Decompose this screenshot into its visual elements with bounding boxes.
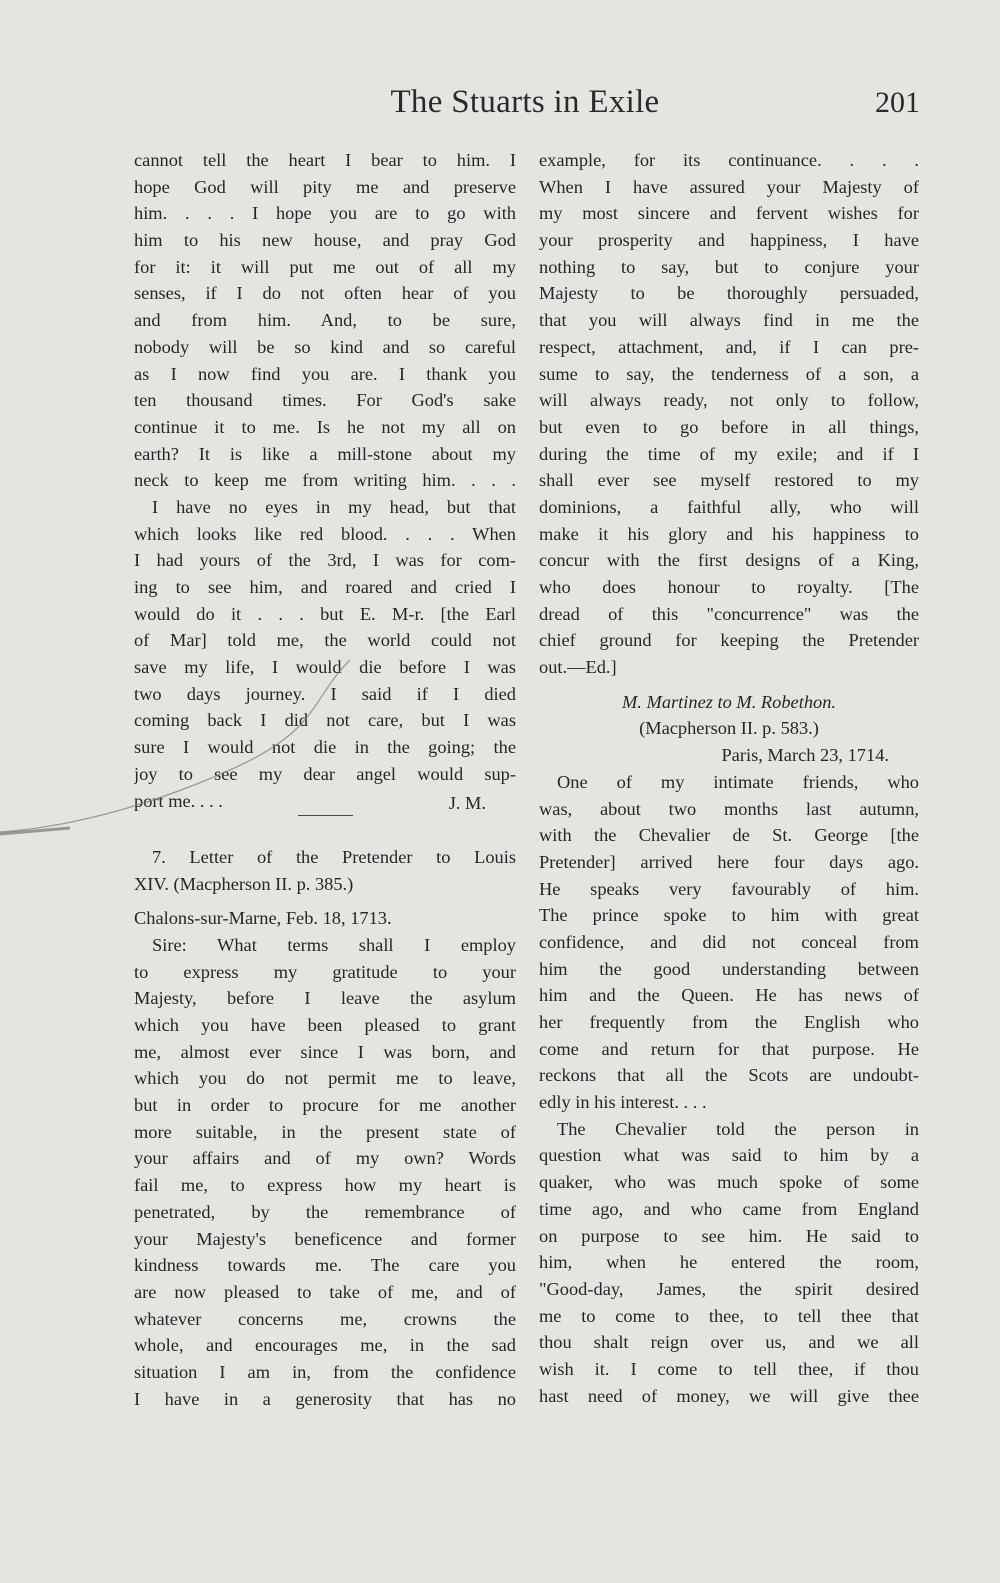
text-line: chief ground for keeping the Pretender <box>539 630 919 651</box>
text-line: sume to say, the tenderness of a son, a <box>539 363 919 384</box>
text-line: for it: it will put me out of all my <box>134 256 516 277</box>
spacer <box>134 897 516 905</box>
text-line: confidence, and did not conceal from <box>539 931 919 952</box>
text-line: When I have assured your Majesty of <box>539 176 919 197</box>
text-line: senses, if I do not often hear of you <box>134 283 516 304</box>
text-line: Sire: What terms shall I employ <box>152 934 516 955</box>
text-line: was, about two months last autumn, <box>539 798 919 819</box>
text-line: who does honour to royalty. [The <box>539 577 919 597</box>
text-line: your affairs and of my own? Words <box>134 1148 516 1169</box>
section-heading <box>134 844 516 897</box>
text-line: to express my gratitude to your <box>134 961 516 982</box>
text-line: I had yours of the 3rd, I was for com- <box>134 550 516 571</box>
text-line: port me. . . . <box>134 790 223 811</box>
text-line: dominions, a faithful ally, who will <box>539 496 919 517</box>
text-line: neck to keep me from writing him. . . . <box>134 470 516 491</box>
letter-paragraph <box>539 1116 919 1410</box>
text-line: hast need of money, we will give thee <box>539 1385 919 1406</box>
text-line: respect, attachment, and, if I can pre- <box>539 336 919 357</box>
text-line: two days journey. I said if I died <box>134 683 516 704</box>
left-column <box>134 147 516 1412</box>
text-line: situation I am in, from the confidence <box>134 1361 516 1382</box>
text-line: him and the Queen. He has news of <box>539 985 919 1006</box>
text-line: which you have been pleased to grant <box>134 1015 516 1035</box>
text-line: on purpose to see him. He said to <box>539 1225 919 1246</box>
text-line: with the Chevalier de St. George [the <box>539 825 919 846</box>
text-line: The prince spoke to him with great <box>539 905 919 926</box>
text-line: edly in his interest. . . . <box>539 1092 707 1113</box>
text-line: example, for its continuance. . . . <box>539 150 919 170</box>
text-line: whatever concerns me, crowns the <box>134 1308 516 1329</box>
dateline: Chalons-sur-Marne, Feb. 18, 1713. <box>134 908 392 929</box>
text-line: kindness towards me. The care you <box>134 1255 516 1276</box>
letter-paragraph <box>539 769 919 1116</box>
letter-continuation <box>539 147 919 681</box>
text-line: ten thousand times. For God's sake <box>134 390 516 411</box>
text-line: cannot tell the heart I bear to him. I <box>134 150 516 170</box>
text-line: but in order to procure for me another <box>134 1095 516 1116</box>
text-line: Majesty, before I leave the asylum <box>134 988 516 1009</box>
text-line: I have no eyes in my head, but that <box>152 496 516 517</box>
text-line: him. . . . I hope you are to go with <box>134 203 516 224</box>
letter-paragraph <box>134 494 516 814</box>
text-line: would do it . . . but E. M-r. [the Earl <box>134 603 516 624</box>
text-line: He speaks very favourably of him. <box>539 878 919 899</box>
text-line: me to come to thee, to tell thee that <box>539 1305 919 1326</box>
text-line: nobody will be so kind and so careful <box>134 336 516 357</box>
text-line: which you do not permit me to leave, <box>134 1068 516 1089</box>
letter-body <box>134 932 516 1412</box>
text-line: will always ready, not only to follow, <box>539 390 919 411</box>
running-title: The Stuarts in Exile <box>390 84 660 120</box>
text-line: your prosperity and happiness, I have <box>539 230 919 251</box>
text-line: One of my intimate friends, who <box>557 771 919 792</box>
text-line: ing to see him, and roared and cried I <box>134 577 516 597</box>
text-line: wish it. I come to tell thee, if thou <box>539 1358 919 1379</box>
text-line: my most sincere and fervent wishes for <box>539 203 919 224</box>
text-line: him the good understanding between <box>539 958 919 979</box>
text-line: which looks like red blood. . . . When <box>134 523 516 544</box>
text-line: me, almost ever since I was born, and <box>134 1041 516 1062</box>
text-line: and from him. And, to be sure, <box>134 310 516 331</box>
letter-continuation <box>134 147 516 494</box>
text-line: shall ever see myself restored to my <box>539 470 919 491</box>
heading-line: 7. Letter of the Pretender to Louis <box>152 846 516 867</box>
text-line: nothing to say, but to conjure your <box>539 256 919 277</box>
text-line: Majesty to be thoroughly persuaded, <box>539 283 919 304</box>
text-line: coming back I did not care, but I was <box>134 710 516 731</box>
text-line: hope God will pity me and preserve <box>134 176 516 197</box>
text-line: continue it to me. Is he not my all on <box>134 416 516 437</box>
text-line: him, when he entered the room, <box>539 1252 919 1273</box>
text-line: penetrated, by the remembrance of <box>134 1201 516 1222</box>
page-number: 201 <box>875 86 920 119</box>
text-line: joy to see my dear angel would sup- <box>134 763 516 784</box>
text-line: but even to go before in all things, <box>539 416 919 437</box>
text-line: come and return for that purpose. He <box>539 1038 919 1059</box>
letter-heading: M. Martinez to M. Robethon. <box>621 691 836 712</box>
text-line: reckons that all the Scots are undoubt- <box>539 1065 919 1086</box>
text-line: The Chevalier told the person in <box>557 1118 919 1139</box>
section-divider <box>298 815 353 816</box>
text-line: sure I would not die in the going; the <box>134 737 516 758</box>
text-line: whole, and encourages me, in the sad <box>134 1335 516 1356</box>
text-line: Pretender] arrived here four days ago. <box>539 851 919 872</box>
text-line: quaker, who was much spoke of some <box>539 1172 919 1193</box>
text-line: during the time of my exile; and if I <box>539 443 919 464</box>
text-line: thou shalt reign over us, and we all <box>539 1332 919 1353</box>
text-line: concur with the first designs of a King, <box>539 550 919 571</box>
text-line: of Mar] told me, the world could not <box>134 630 516 651</box>
spacer <box>539 681 919 689</box>
spacer <box>134 830 516 844</box>
text-line: question what was said to him by a <box>539 1145 919 1166</box>
text-line: your Majesty's beneficence and former <box>134 1228 516 1249</box>
text-line: more suitable, in the present state of <box>134 1121 516 1142</box>
text-line: as I now find you are. I thank you <box>134 363 516 384</box>
text-line: dread of this "concurrence" was the <box>539 603 919 624</box>
text-line: out.—Ed.] <box>539 657 617 678</box>
text-line: time ago, and who came from England <box>539 1198 919 1219</box>
letter-source: (Macpherson II. p. 583.) <box>639 718 819 739</box>
text-line: earth? It is like a mill-stone about my <box>134 443 516 464</box>
letter-dateline: Paris, March 23, 1714. <box>721 745 889 766</box>
right-column <box>539 147 919 1409</box>
text-line: fail me, to express how my heart is <box>134 1175 516 1196</box>
text-line: save my life, I would die before I was <box>134 657 516 678</box>
text-line: "Good-day, James, the spirit desired <box>539 1278 919 1299</box>
text-line: I have in a generosity that has no <box>134 1388 516 1409</box>
text-line: her frequently from the English who <box>539 1012 919 1032</box>
text-line: that you will always find in me the <box>539 310 919 331</box>
text-line: him to his new house, and pray God <box>134 230 516 251</box>
text-line: make it his glory and his happiness to <box>539 523 919 544</box>
signature: J. M. <box>448 793 486 814</box>
text-line: are now pleased to take of me, and of <box>134 1281 516 1302</box>
heading-line: XIV. (Macpherson II. p. 385.) <box>134 873 354 894</box>
